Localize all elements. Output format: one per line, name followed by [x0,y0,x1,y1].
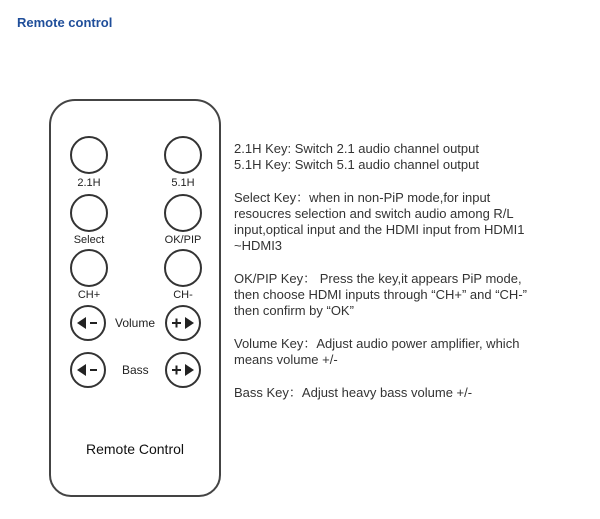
label-volume: Volume [115,316,156,330]
label-5-1h: 5.1H [171,177,195,189]
button-2-1h [70,136,108,174]
desc-volume-key: Volume Key：Adjust audio power amplifier, which means volume +/- [234,336,520,367]
desc-2-1h-key: 2.1H Key: Switch 2.1 audio channel output 5.1H Key: Switch 5.1 audio channel output [234,141,550,173]
label-select: Select [73,234,105,246]
volume-down-button [70,305,106,341]
section-title: Remote control [17,15,113,30]
label-ch-minus: CH- [173,289,193,301]
button-ch-plus [70,249,108,287]
label-2-1h: 2.1H [77,177,101,189]
desc-bass-key: Bass Key：Adjust heavy bass volume +/- [234,385,473,400]
bass-up-button [165,352,201,388]
label-bass: Bass [122,363,149,377]
remote-control-illustration [49,99,221,497]
desc-select-key: Select Key：when in non-PiP mode,for input resoucres selection and switch audio among R/L input,optical input and the HDMI input from HDMI1 ~HDMI3 [234,190,525,253]
arrow-left-minus-icon [75,316,101,330]
desc-5-1h-key: 5.1H Key: Switch 5.1 audio channel output [234,157,479,172]
button-5-1h [164,136,202,174]
button-ch-minus [164,249,202,287]
plus-arrow-right-icon [170,316,196,330]
remote-name: Remote Control [85,441,185,457]
desc-ok-pip-key: OK/PIP Key： Press the key,it appears PiP mode, then choose HDMI inputs through “CH+” and “CH-” then confirm by “OK” [234,271,527,318]
label-ok-pip: OK/PIP [164,234,202,246]
volume-up-button [165,305,201,341]
label-ch-plus: CH+ [77,289,101,301]
plus-arrow-right-icon [170,363,196,377]
button-select [70,194,108,232]
arrow-left-minus-icon [75,363,101,377]
button-ok-pip [164,194,202,232]
bass-down-button [70,352,106,388]
